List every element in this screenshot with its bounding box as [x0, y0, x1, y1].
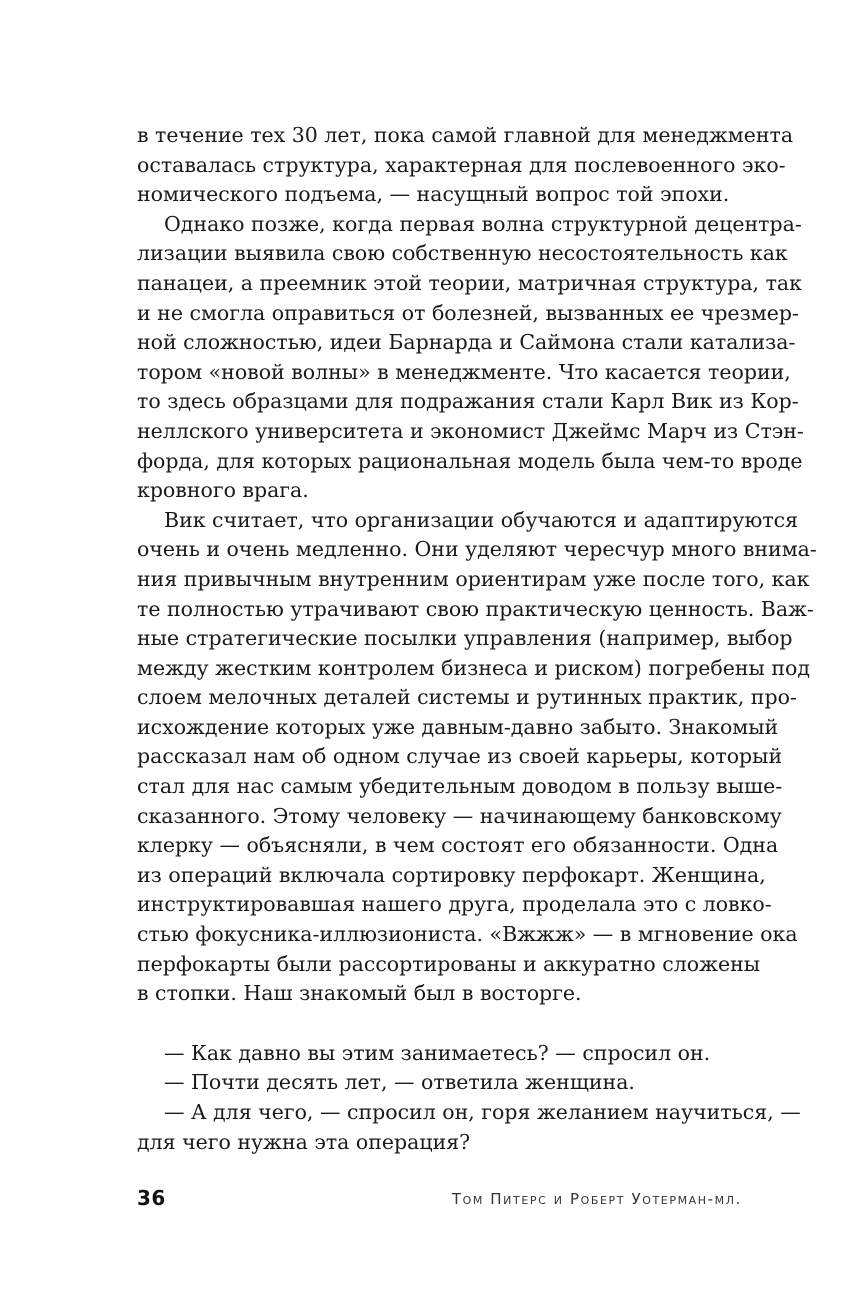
text-line: лизации выявила свою собственную несостоятельность как — [137, 241, 788, 266]
paragraph-3 — [137, 506, 817, 1009]
paragraph-1 — [137, 121, 794, 210]
text-line: — А для чего, — спросил он, горя желанием научиться, — — [164, 1100, 801, 1124]
text-line: рассказал нам об одном случае из своей карьеры, который — [137, 744, 783, 769]
section-gap — [137, 1009, 742, 1039]
text-line: панацеи, а преемник этой теории, матричная структура, так — [137, 270, 802, 295]
text-line: из операций включала сортировку перфокарт. Женщина, — [137, 862, 766, 887]
text-line: — Как давно вы этим занимаетесь? — спросил он. — [164, 1040, 711, 1065]
running-head: Том Питерс и Роберт Уотерман-мл. — [451, 1190, 742, 1208]
page-footer — [137, 1186, 742, 1216]
text-line: для чего нужна эта операция? — [137, 1129, 471, 1154]
dialogue-line-2 — [137, 1068, 742, 1098]
text-line: слоем мелочных деталей системы и рутинных практик, про- — [137, 685, 797, 710]
text-line: исхождение которых уже давным-давно забыто. Знакомый — [137, 714, 779, 739]
text-line: Однако позже, когда первая волна структурной децентра- — [164, 211, 802, 236]
text-line: и не смогла оправиться от болезней, вызванных ее чрезмер- — [137, 300, 799, 325]
text-line: неллского университета и экономист Джеймс Марч из Стэн- — [137, 418, 804, 443]
text-line: сказанного. Этому человеку — начинающему банковскому — [137, 803, 782, 828]
dialogue-line-3 — [137, 1098, 801, 1157]
text-line: стью фокусника-иллюзиониста. «Вжжж» — в мгновение ока — [137, 922, 798, 947]
page-number: 36 — [137, 1186, 166, 1210]
text-line: то здесь образцами для подражания стали Карл Вик из Кор- — [137, 389, 799, 414]
text-line: клерку — объясняли, в чем состоят его обязанности. Одна — [137, 833, 779, 858]
text-line: те полностью утрачивают свою практическую ценность. Важ- — [137, 596, 814, 621]
text-line: номического подъема, — насущный вопрос той эпохи. — [137, 182, 730, 207]
page-body — [137, 121, 817, 1157]
text-line: тором «новой волны» в менеджменте. Что касается теории, — [137, 359, 791, 384]
dialogue-line-1 — [137, 1039, 742, 1069]
text-line: ния привычным внутренним ориентирам уже после того, как — [137, 566, 810, 591]
text-line: перфокарты были рассортированы и аккуратно сложены — [137, 951, 761, 976]
text-line: — Почти десять лет, — ответила женщина. — [164, 1070, 635, 1095]
text-line: форда, для которых рациональная модель была чем-то вроде — [137, 448, 803, 473]
text-line: инструктировавшая нашего друга, проделала это с ловко- — [137, 892, 772, 917]
text-line: в стопки. Наш знакомый был в восторге. — [137, 981, 582, 1006]
text-line: кровного врага. — [137, 478, 309, 503]
paragraph-2 — [137, 210, 804, 506]
text-line: оставалась структура, характерная для послевоенного эко- — [137, 152, 786, 177]
text-line: в течение тех 30 лет, пока самой главной для менеджмента — [137, 123, 794, 147]
text-line: очень и очень медленно. Они уделяют чересчур много внима- — [137, 537, 817, 562]
text-line: стал для нас самым убедительным доводом в пользу выше- — [137, 774, 783, 799]
text-line: ной сложностью, идеи Барнарда и Саймона стали катализа- — [137, 330, 796, 355]
text-line: между жестким контролем бизнеса и риском) погребены под — [137, 655, 810, 680]
text-line: ные стратегические посылки управления (например, выбор — [137, 626, 793, 651]
text-line: Вик считает, что организации обучаются и адаптируются — [164, 507, 799, 532]
